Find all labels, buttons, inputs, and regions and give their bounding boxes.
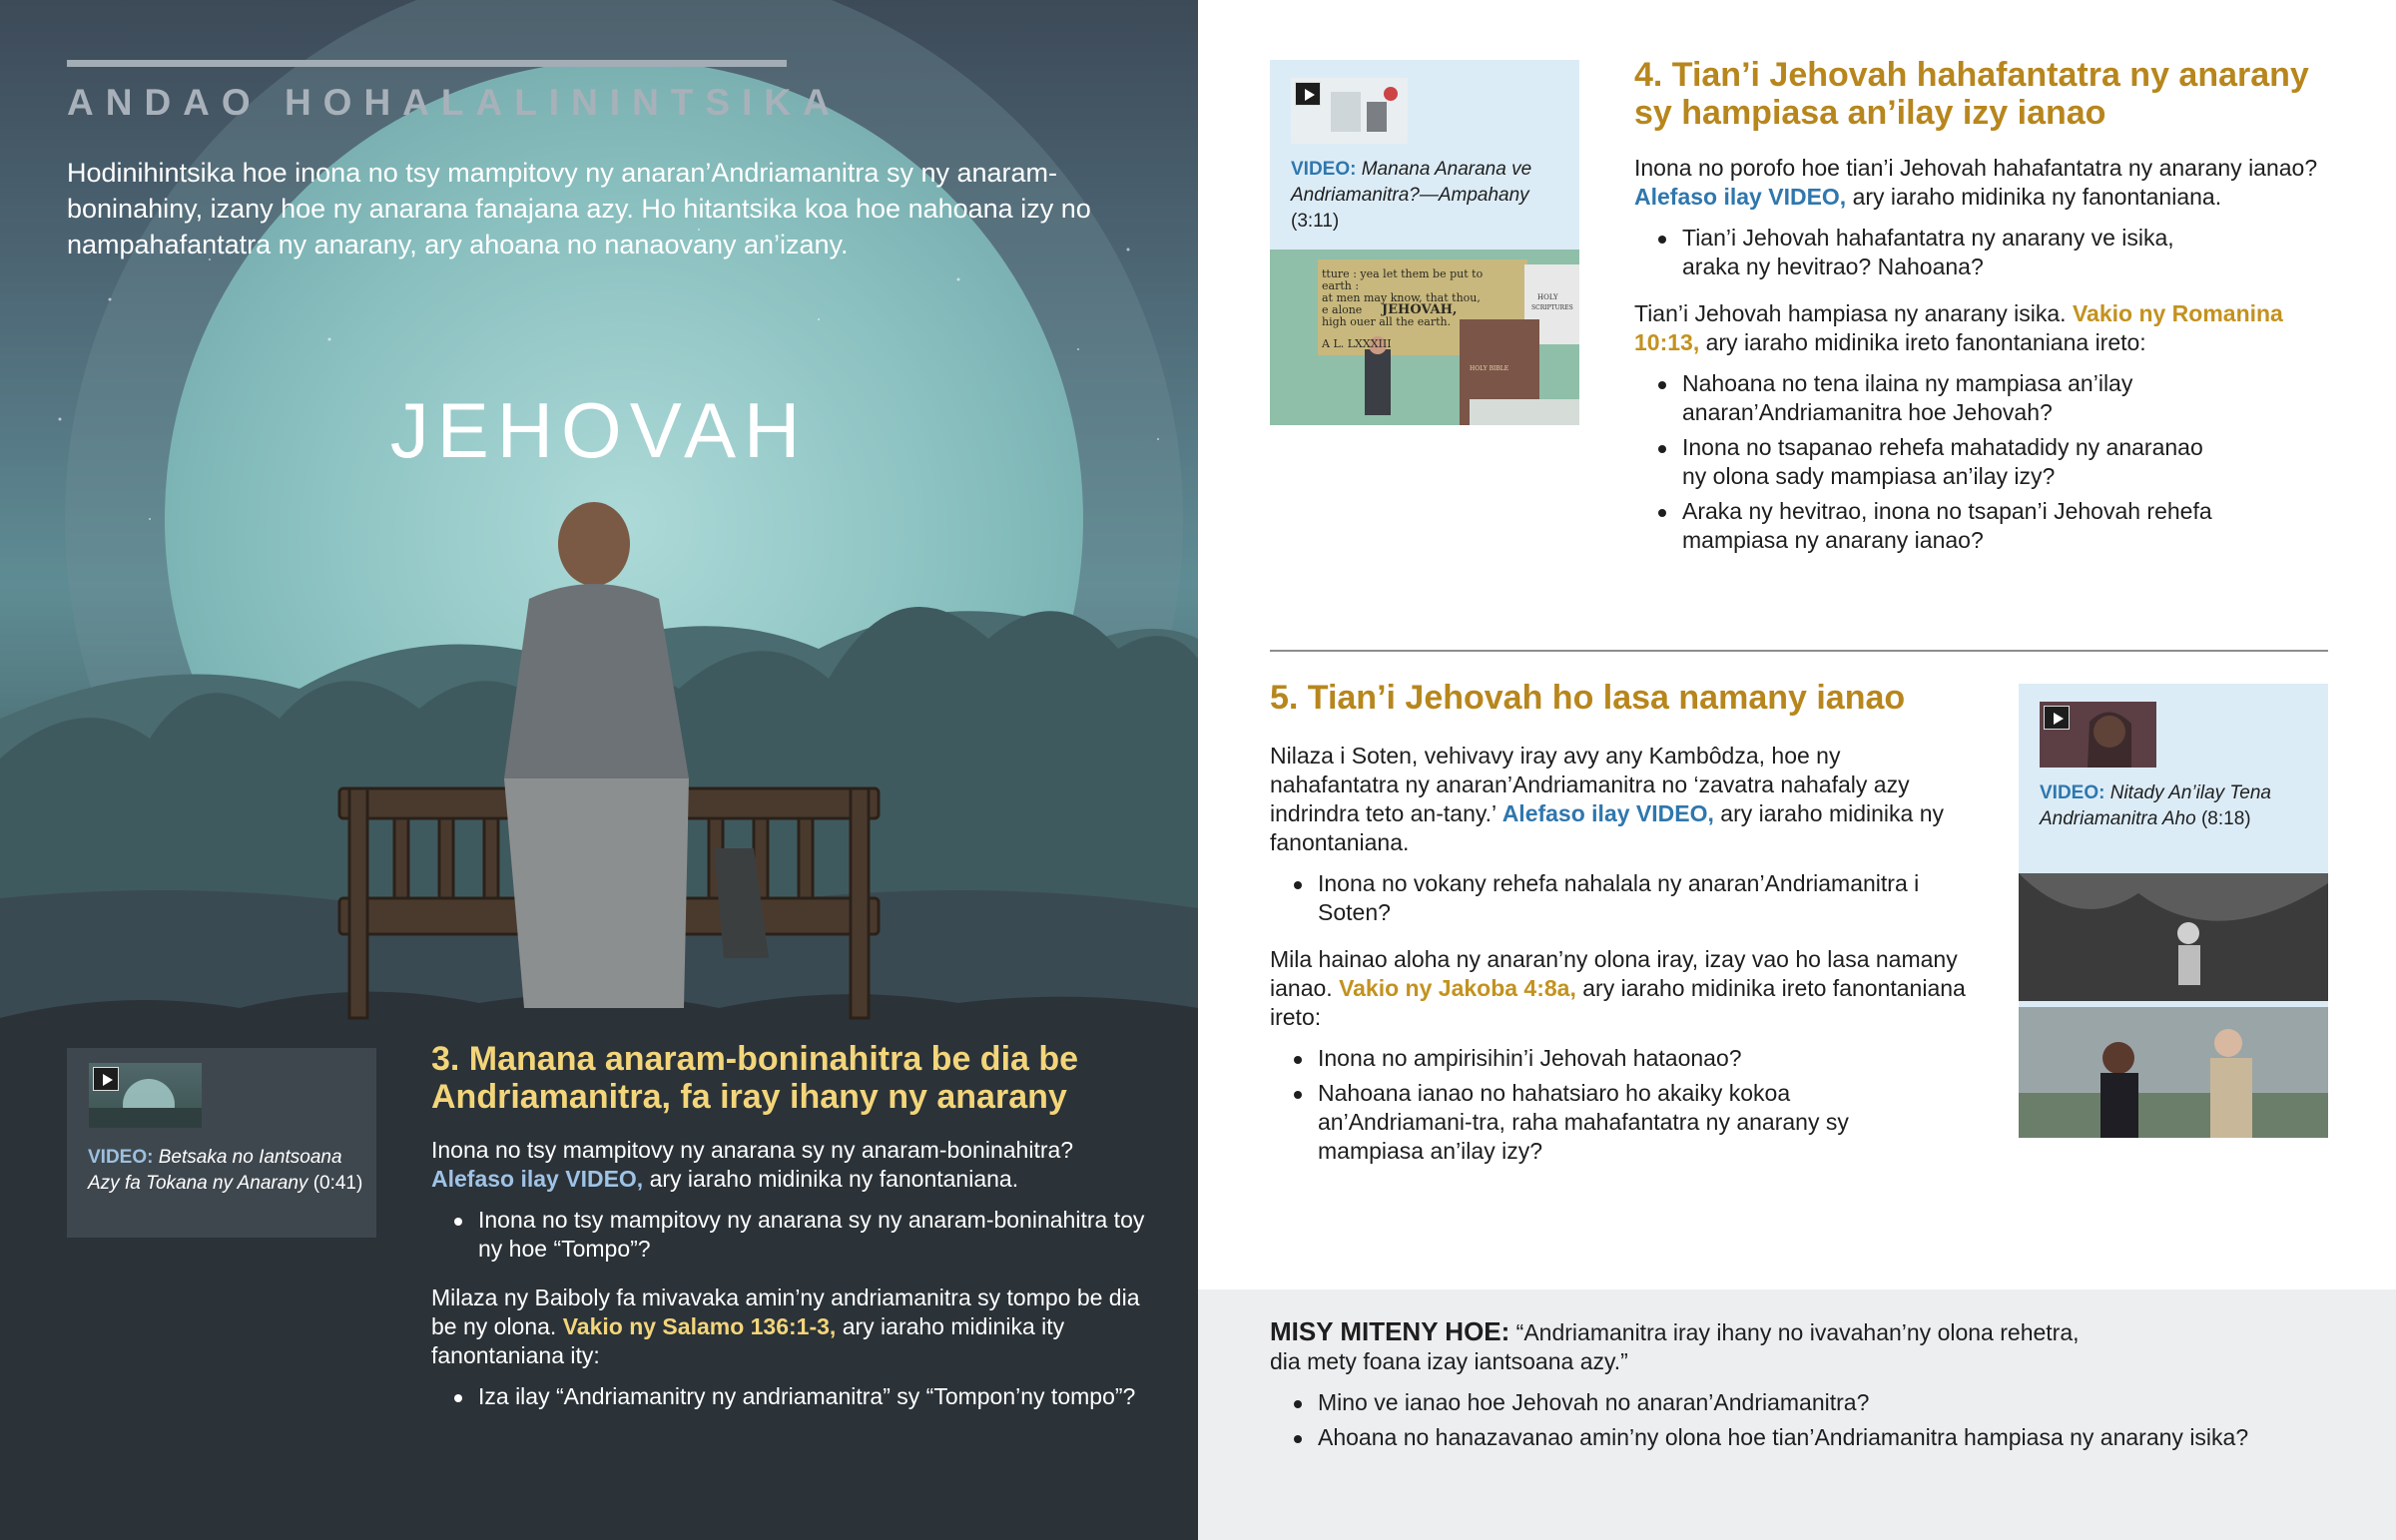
video-caption (88, 1145, 367, 1197)
question-item: Inona no ampirisihin’i Jehovah hataonao? (1318, 1044, 1939, 1073)
question-item: Tian’i Jehovah hahafantatra ny anarany ve isika, araka ny hevitrao? Nahoana? (1682, 224, 2233, 281)
question-item: Inona no tsy mampitovy ny anarana sy ny anaram-boninahitra toy ny hoe “Tompo”? (478, 1206, 1150, 1264)
illustration-title: JEHOVAH (389, 386, 809, 474)
question-list (431, 1382, 1150, 1411)
intro-paragraph: Hodinihintsika hoe inona no tsy mampitovy ny anaran’Andriamanitra sy ny anaram-boninahiny, izany hoe ny anarana fanajana azy. Ho hitantsika koa hoe nahoana izy no nampahafantatra ny anarany, ary ahoana no nanaovany an’izany. (67, 158, 1091, 259)
bible-text-line: JEHOVAH, (1382, 302, 1458, 317)
scripture-link[interactable]: Vakio ny Jakoba 4:8a, (1339, 975, 1576, 1001)
question-item: Nahoana no tena ilaina ny mampiasa an’ilay anaran’Andriamanitra hoe Jehovah? (1682, 369, 2233, 427)
text: ary iaraho midinika ny fanontaniana. (643, 1166, 1019, 1192)
text: ary iaraho midinika ity fanontaniana ity: (431, 1313, 1065, 1368)
video-card-section5[interactable] (2019, 684, 2328, 1138)
question-item: Iza ilay “Andriamanitry ny andriamanitra” sy “Tompon’ny tompo”? (478, 1382, 1150, 1411)
text: Mila hainao aloha ny anaran’ny olona iray, izay vao ho lasa namany ianao. (1270, 946, 1958, 1001)
section-3 (431, 1040, 1150, 1417)
video-title: Nitady An’ilay Tena Andriamanitra Aho (2040, 782, 2271, 829)
video-caption (2040, 780, 2319, 832)
video-still-images (2019, 873, 2328, 1138)
bible-text-line: high ouer all the earth. (1322, 315, 1452, 328)
text: ary iaraho midinika ny fanontaniana. (1846, 184, 2222, 210)
section-4-paragraph-2 (1634, 299, 2353, 357)
video-thumbnail[interactable] (1291, 78, 1408, 144)
video-label: VIDEO: (2040, 782, 2105, 803)
question-list (1270, 869, 1939, 927)
section-5-paragraph-1 (1270, 742, 1974, 857)
question-list (1634, 224, 2233, 281)
section-3-heading: 3. Manana anaram-boninahitra be dia be Andriamanitra, fa iray ihany ny anarany (431, 1040, 1079, 1116)
summary-question-list (1270, 1388, 2348, 1452)
bible-text-line: earth : (1322, 279, 1360, 292)
question-list (1634, 369, 2233, 555)
video-thumbnail[interactable] (89, 1063, 202, 1128)
bible-text-line: SCRIPTURES (1531, 304, 1573, 311)
question-item: Araka ny hevitrao, inona no tsapan’i Jehovah rehefa mampiasa ny anarany ianao? (1682, 497, 2233, 555)
video-label: VIDEO: (1291, 159, 1357, 180)
text: Milaza ny Baiboly fa mivavaka amin’ny andriamanitra sy tompo be dia be ny olona. (431, 1284, 1140, 1339)
summary-box (1198, 1289, 2396, 1540)
video-duration: (3:11) (1291, 211, 1340, 232)
section-eyebrow: ANDAO HOHALALININTSIKA (67, 82, 842, 123)
play-icon[interactable] (1295, 82, 1321, 106)
section-4-paragraph-1 (1634, 154, 2353, 212)
quote-text: “Andriamanitra iray ihany no ivavahan’ny olona rehetra, dia mety foana izay iantsoana azy.” (1270, 1319, 2080, 1374)
header-rule (67, 60, 787, 67)
right-page (1198, 0, 2396, 1540)
summary-quote (1270, 1317, 2098, 1376)
section-5 (1270, 679, 1974, 1172)
text: Nilaza i Soten, vehivavy iray avy any Kambôdza, hoe ny nahafantatra ny anaran’Andriamanitra no ‘zavatra nahafaly azy indrindra teto an-tany.’ (1270, 743, 1910, 826)
bible-text-line: e alone (1322, 303, 1363, 316)
video-duration: (0:41) (312, 1173, 363, 1194)
question-item: Mino ve ianao hoe Jehovah no anaran’Andriamanitra? (1318, 1388, 2348, 1417)
video-card-section3[interactable] (67, 1048, 376, 1238)
video-title: Betsaka no Iantsoana Azy fa Tokana ny Anarany (88, 1147, 342, 1194)
section-5-heading: 5. Tian’i Jehovah ho lasa namany ianao (1270, 679, 1906, 717)
summary-content (1270, 1317, 2348, 1458)
video-card-section4[interactable] (1270, 60, 1579, 425)
question-item: Nahoana ianao no hahatsiaro ho akaiky kokoa an’Andriamani-tra, raha mahafantatra ny anarany sy mampiasa an’ilay izy? (1318, 1079, 1939, 1166)
text: ary iaraho midinika ny fanontaniana. (1270, 800, 1944, 855)
summary-label: MISY MITENY HOE: (1270, 1316, 1510, 1346)
scripture-link[interactable]: Vakio ny Salamo 136:1-3, (562, 1313, 837, 1339)
section-4-heading: 4. Tian’i Jehovah hahafantatra ny anarany sy hampiasa an’ilay izy ianao (1634, 56, 2309, 132)
video-title: Manana Anarana ve Andriamanitra?—Ampahany (1291, 159, 1532, 206)
question-item: Ahoana no hanazavanao amin’ny olona hoe tian’Andriamanitra hampiasa ny anarany isika? (1318, 1423, 2348, 1452)
play-video-link[interactable]: Alefaso ilay VIDEO, (1501, 800, 1714, 826)
scripture-link[interactable]: Vakio ny Romanina 10:13, (1634, 300, 2283, 355)
question-item: Inona no tsapanao rehefa mahatadidy ny anaranao ny olona sady mampiasa an’ilay izy? (1682, 433, 2233, 491)
bible-text-line: A L. LXXXIII (1322, 337, 1392, 350)
bible-text-line: tture : yea let them be put to (1322, 267, 1484, 280)
play-video-link[interactable]: Alefaso ilay VIDEO, (1634, 184, 1847, 210)
question-item: Inona no vokany rehefa nahalala ny anaran’Andriamanitra i Soten? (1318, 869, 1939, 927)
play-icon[interactable] (93, 1067, 119, 1091)
text: ary iaraho midinika ireto fanontaniana ireto: (1270, 975, 1966, 1030)
text: Inona no porofo hoe tian’i Jehovah hahafantatra ny anarany ianao? (1634, 155, 2318, 181)
bible-text-line: HOLY BIBLE (1470, 365, 1509, 372)
question-list (1270, 1044, 1939, 1166)
video-duration: (8:18) (2200, 808, 2251, 829)
section-3-paragraph-2 (431, 1283, 1150, 1370)
text: ary iaraho midinika ireto fanontaniana ireto: (1699, 329, 2146, 355)
video-thumbnail[interactable] (2040, 702, 2156, 768)
video-label: VIDEO: (88, 1147, 154, 1168)
play-video-link[interactable]: Alefaso ilay VIDEO, (431, 1166, 644, 1192)
bible-text-line: HOLY (1537, 293, 1558, 301)
question-list (431, 1206, 1150, 1264)
section-3-paragraph-1 (431, 1136, 1150, 1194)
text: Tian’i Jehovah hampiasa ny anarany isika. (1634, 300, 2073, 326)
section-5-paragraph-2 (1270, 945, 1974, 1032)
bible-text-line: at men may know, that thou, (1322, 291, 1481, 304)
section-divider (1270, 650, 2328, 652)
play-icon[interactable] (2044, 706, 2070, 730)
section-4 (1634, 56, 2353, 561)
bible-display-image (1270, 250, 1579, 425)
text: Inona no tsy mampitovy ny anarana sy ny anaram-boninahitra? (431, 1137, 1074, 1163)
video-caption (1291, 157, 1570, 235)
